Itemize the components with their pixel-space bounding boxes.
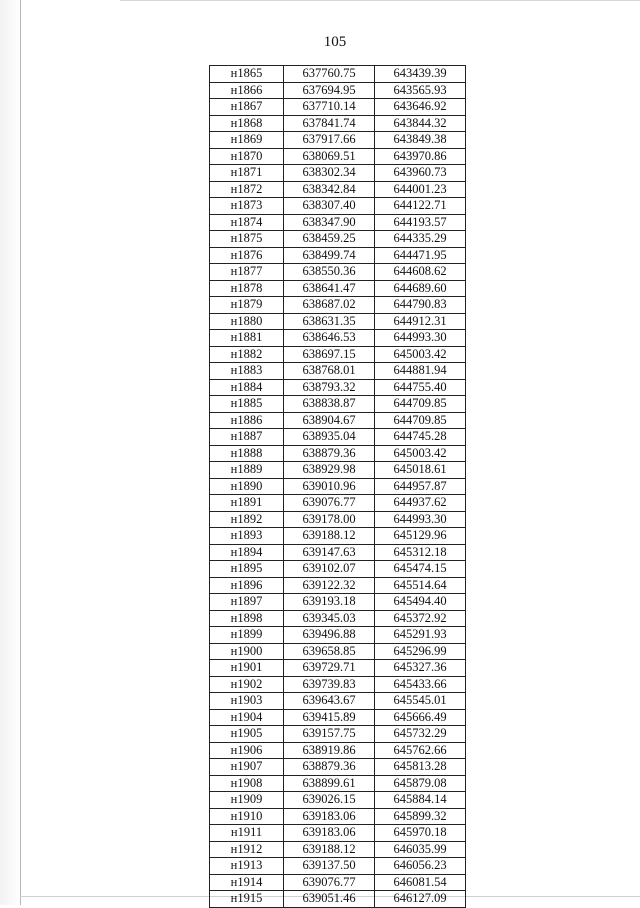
y-coordinate-cell: 645129.96 <box>375 528 466 545</box>
point-id-cell: н1913 <box>210 858 284 875</box>
y-coordinate-cell: 644790.83 <box>375 297 466 314</box>
point-id-cell: н1893 <box>210 528 284 545</box>
y-coordinate-cell: 644471.95 <box>375 247 466 264</box>
point-id-cell: н1908 <box>210 775 284 792</box>
point-id-cell: н1904 <box>210 709 284 726</box>
y-coordinate-cell: 646056.23 <box>375 858 466 875</box>
point-id-cell: н1878 <box>210 280 284 297</box>
y-coordinate-cell: 644957.87 <box>375 478 466 495</box>
y-coordinate-cell: 645312.18 <box>375 544 466 561</box>
x-coordinate-cell: 639193.18 <box>284 594 375 611</box>
x-coordinate-cell: 639157.75 <box>284 726 375 743</box>
point-id-cell: н1881 <box>210 330 284 347</box>
x-coordinate-cell: 639122.32 <box>284 577 375 594</box>
point-id-cell: н1910 <box>210 808 284 825</box>
y-coordinate-cell: 645813.28 <box>375 759 466 776</box>
table-row <box>210 247 466 264</box>
x-coordinate-cell: 638646.53 <box>284 330 375 347</box>
y-coordinate-cell: 643970.86 <box>375 148 466 165</box>
point-id-cell: н1900 <box>210 643 284 660</box>
x-coordinate-cell: 639183.06 <box>284 825 375 842</box>
table-row <box>210 82 466 99</box>
y-coordinate-cell: 645762.66 <box>375 742 466 759</box>
table-row <box>210 264 466 281</box>
point-id-cell: н1868 <box>210 115 284 132</box>
x-coordinate-cell: 638069.51 <box>284 148 375 165</box>
point-id-cell: н1883 <box>210 363 284 380</box>
y-coordinate-cell: 645003.42 <box>375 346 466 363</box>
y-coordinate-cell: 643849.38 <box>375 132 466 149</box>
y-coordinate-cell: 644745.28 <box>375 429 466 446</box>
x-coordinate-cell: 638793.32 <box>284 379 375 396</box>
point-id-cell: н1879 <box>210 297 284 314</box>
x-coordinate-cell: 638879.36 <box>284 759 375 776</box>
x-coordinate-cell: 638631.35 <box>284 313 375 330</box>
table-row <box>210 561 466 578</box>
y-coordinate-cell: 645003.42 <box>375 445 466 462</box>
y-coordinate-cell: 643565.93 <box>375 82 466 99</box>
table-row <box>210 726 466 743</box>
x-coordinate-cell: 638935.04 <box>284 429 375 446</box>
y-coordinate-cell: 644001.23 <box>375 181 466 198</box>
table-row <box>210 693 466 710</box>
table-row <box>210 808 466 825</box>
point-id-cell: н1912 <box>210 841 284 858</box>
point-id-cell: н1869 <box>210 132 284 149</box>
y-coordinate-cell: 645494.40 <box>375 594 466 611</box>
table-row <box>210 676 466 693</box>
table-row <box>210 66 466 83</box>
x-coordinate-cell: 639643.67 <box>284 693 375 710</box>
y-coordinate-cell: 644335.29 <box>375 231 466 248</box>
y-coordinate-cell: 643844.32 <box>375 115 466 132</box>
point-id-cell: н1894 <box>210 544 284 561</box>
point-id-cell: н1886 <box>210 412 284 429</box>
table-row <box>210 495 466 512</box>
y-coordinate-cell: 644912.31 <box>375 313 466 330</box>
table-row <box>210 841 466 858</box>
x-coordinate-cell: 639183.06 <box>284 808 375 825</box>
point-id-cell: н1884 <box>210 379 284 396</box>
point-id-cell: н1897 <box>210 594 284 611</box>
x-coordinate-cell: 638838.87 <box>284 396 375 413</box>
x-coordinate-cell: 638550.36 <box>284 264 375 281</box>
y-coordinate-cell: 644709.85 <box>375 396 466 413</box>
x-coordinate-cell: 638347.90 <box>284 214 375 231</box>
table-row <box>210 99 466 116</box>
x-coordinate-cell: 638697.15 <box>284 346 375 363</box>
point-id-cell: н1867 <box>210 99 284 116</box>
point-id-cell: н1872 <box>210 181 284 198</box>
y-coordinate-cell: 644937.62 <box>375 495 466 512</box>
x-coordinate-cell: 639010.96 <box>284 478 375 495</box>
x-coordinate-cell: 639729.71 <box>284 660 375 677</box>
point-id-cell: н1875 <box>210 231 284 248</box>
y-coordinate-cell: 644755.40 <box>375 379 466 396</box>
x-coordinate-cell: 638904.67 <box>284 412 375 429</box>
x-coordinate-cell: 639658.85 <box>284 643 375 660</box>
point-id-cell: н1895 <box>210 561 284 578</box>
x-coordinate-cell: 639102.07 <box>284 561 375 578</box>
table-row <box>210 214 466 231</box>
coordinates-table <box>209 65 466 908</box>
point-id-cell: н1874 <box>210 214 284 231</box>
x-coordinate-cell: 638342.84 <box>284 181 375 198</box>
table-row <box>210 462 466 479</box>
y-coordinate-cell: 644608.62 <box>375 264 466 281</box>
table-row <box>210 858 466 875</box>
y-coordinate-cell: 645296.99 <box>375 643 466 660</box>
point-id-cell: н1906 <box>210 742 284 759</box>
table-row <box>210 742 466 759</box>
point-id-cell: н1903 <box>210 693 284 710</box>
table-row <box>210 198 466 215</box>
table-row <box>210 346 466 363</box>
point-id-cell: н1905 <box>210 726 284 743</box>
point-id-cell: н1899 <box>210 627 284 644</box>
table-row <box>210 874 466 891</box>
x-coordinate-cell: 638879.36 <box>284 445 375 462</box>
point-id-cell: н1907 <box>210 759 284 776</box>
y-coordinate-cell: 645018.61 <box>375 462 466 479</box>
table-row <box>210 627 466 644</box>
x-coordinate-cell: 639188.12 <box>284 841 375 858</box>
x-coordinate-cell: 639345.03 <box>284 610 375 627</box>
table-row <box>210 231 466 248</box>
y-coordinate-cell: 644689.60 <box>375 280 466 297</box>
x-coordinate-cell: 638899.61 <box>284 775 375 792</box>
point-id-cell: н1911 <box>210 825 284 842</box>
y-coordinate-cell: 644193.57 <box>375 214 466 231</box>
y-coordinate-cell: 644993.30 <box>375 511 466 528</box>
table-row <box>210 610 466 627</box>
page-number: 105 <box>323 34 347 50</box>
point-id-cell: н1876 <box>210 247 284 264</box>
x-coordinate-cell: 639739.83 <box>284 676 375 693</box>
y-coordinate-cell: 645884.14 <box>375 792 466 809</box>
y-coordinate-cell: 644709.85 <box>375 412 466 429</box>
x-coordinate-cell: 639076.77 <box>284 874 375 891</box>
x-coordinate-cell: 638459.25 <box>284 231 375 248</box>
y-coordinate-cell: 645291.93 <box>375 627 466 644</box>
point-id-cell: н1909 <box>210 792 284 809</box>
coordinates-table-body <box>210 66 466 908</box>
x-coordinate-cell: 638687.02 <box>284 297 375 314</box>
table-row <box>210 115 466 132</box>
point-id-cell: н1880 <box>210 313 284 330</box>
table-row <box>210 775 466 792</box>
point-id-cell: н1865 <box>210 66 284 83</box>
x-coordinate-cell: 639415.89 <box>284 709 375 726</box>
point-id-cell: н1873 <box>210 198 284 215</box>
point-id-cell: н1882 <box>210 346 284 363</box>
table-row <box>210 544 466 561</box>
table-row <box>210 594 466 611</box>
point-id-cell: н1888 <box>210 445 284 462</box>
x-coordinate-cell: 639178.00 <box>284 511 375 528</box>
table-row <box>210 709 466 726</box>
table-row <box>210 792 466 809</box>
y-coordinate-cell: 646081.54 <box>375 874 466 891</box>
point-id-cell: н1871 <box>210 165 284 182</box>
table-row <box>210 165 466 182</box>
y-coordinate-cell: 645372.92 <box>375 610 466 627</box>
point-id-cell: н1877 <box>210 264 284 281</box>
x-coordinate-cell: 637694.95 <box>284 82 375 99</box>
point-id-cell: н1901 <box>210 660 284 677</box>
point-id-cell: н1889 <box>210 462 284 479</box>
x-coordinate-cell: 638307.40 <box>284 198 375 215</box>
table-row <box>210 528 466 545</box>
point-id-cell: н1914 <box>210 874 284 891</box>
y-coordinate-cell: 645970.18 <box>375 825 466 842</box>
x-coordinate-cell: 638499.74 <box>284 247 375 264</box>
y-coordinate-cell: 643960.73 <box>375 165 466 182</box>
table-row <box>210 478 466 495</box>
x-coordinate-cell: 638641.47 <box>284 280 375 297</box>
table-row <box>210 412 466 429</box>
table-row <box>210 363 466 380</box>
point-id-cell: н1902 <box>210 676 284 693</box>
table-row <box>210 660 466 677</box>
y-coordinate-cell: 643646.92 <box>375 99 466 116</box>
y-coordinate-cell: 646127.09 <box>375 891 466 908</box>
point-id-cell: н1891 <box>210 495 284 512</box>
x-coordinate-cell: 639051.46 <box>284 891 375 908</box>
table-row <box>210 313 466 330</box>
table-row <box>210 396 466 413</box>
y-coordinate-cell: 644122.71 <box>375 198 466 215</box>
x-coordinate-cell: 639076.77 <box>284 495 375 512</box>
point-id-cell: н1896 <box>210 577 284 594</box>
scan-top-edge <box>120 0 640 1</box>
y-coordinate-cell: 645514.64 <box>375 577 466 594</box>
point-id-cell: н1870 <box>210 148 284 165</box>
x-coordinate-cell: 637710.14 <box>284 99 375 116</box>
x-coordinate-cell: 637760.75 <box>284 66 375 83</box>
table-row <box>210 825 466 842</box>
table-row <box>210 577 466 594</box>
y-coordinate-cell: 646035.99 <box>375 841 466 858</box>
table-row <box>210 759 466 776</box>
y-coordinate-cell: 645433.66 <box>375 676 466 693</box>
y-coordinate-cell: 645666.49 <box>375 709 466 726</box>
y-coordinate-cell: 645474.15 <box>375 561 466 578</box>
x-coordinate-cell: 638929.98 <box>284 462 375 479</box>
x-coordinate-cell: 639188.12 <box>284 528 375 545</box>
x-coordinate-cell: 637917.66 <box>284 132 375 149</box>
table-row <box>210 181 466 198</box>
table-row <box>210 643 466 660</box>
table-row <box>210 132 466 149</box>
y-coordinate-cell: 644993.30 <box>375 330 466 347</box>
y-coordinate-cell: 645732.29 <box>375 726 466 743</box>
table-row <box>210 280 466 297</box>
x-coordinate-cell: 637841.74 <box>284 115 375 132</box>
x-coordinate-cell: 638768.01 <box>284 363 375 380</box>
point-id-cell: н1887 <box>210 429 284 446</box>
point-id-cell: н1892 <box>210 511 284 528</box>
x-coordinate-cell: 639496.88 <box>284 627 375 644</box>
point-id-cell: н1885 <box>210 396 284 413</box>
y-coordinate-cell: 645327.36 <box>375 660 466 677</box>
x-coordinate-cell: 639026.15 <box>284 792 375 809</box>
table-row <box>210 511 466 528</box>
x-coordinate-cell: 638302.34 <box>284 165 375 182</box>
y-coordinate-cell: 644881.94 <box>375 363 466 380</box>
table-row <box>210 330 466 347</box>
table-row <box>210 297 466 314</box>
table-row <box>210 445 466 462</box>
table-row <box>210 148 466 165</box>
scan-left-edge <box>0 0 21 905</box>
table-row <box>210 379 466 396</box>
point-id-cell: н1915 <box>210 891 284 908</box>
y-coordinate-cell: 645899.32 <box>375 808 466 825</box>
x-coordinate-cell: 638919.86 <box>284 742 375 759</box>
y-coordinate-cell: 643439.39 <box>375 66 466 83</box>
y-coordinate-cell: 645545.01 <box>375 693 466 710</box>
point-id-cell: н1866 <box>210 82 284 99</box>
x-coordinate-cell: 639147.63 <box>284 544 375 561</box>
x-coordinate-cell: 639137.50 <box>284 858 375 875</box>
y-coordinate-cell: 645879.08 <box>375 775 466 792</box>
point-id-cell: н1890 <box>210 478 284 495</box>
point-id-cell: н1898 <box>210 610 284 627</box>
table-row <box>210 429 466 446</box>
